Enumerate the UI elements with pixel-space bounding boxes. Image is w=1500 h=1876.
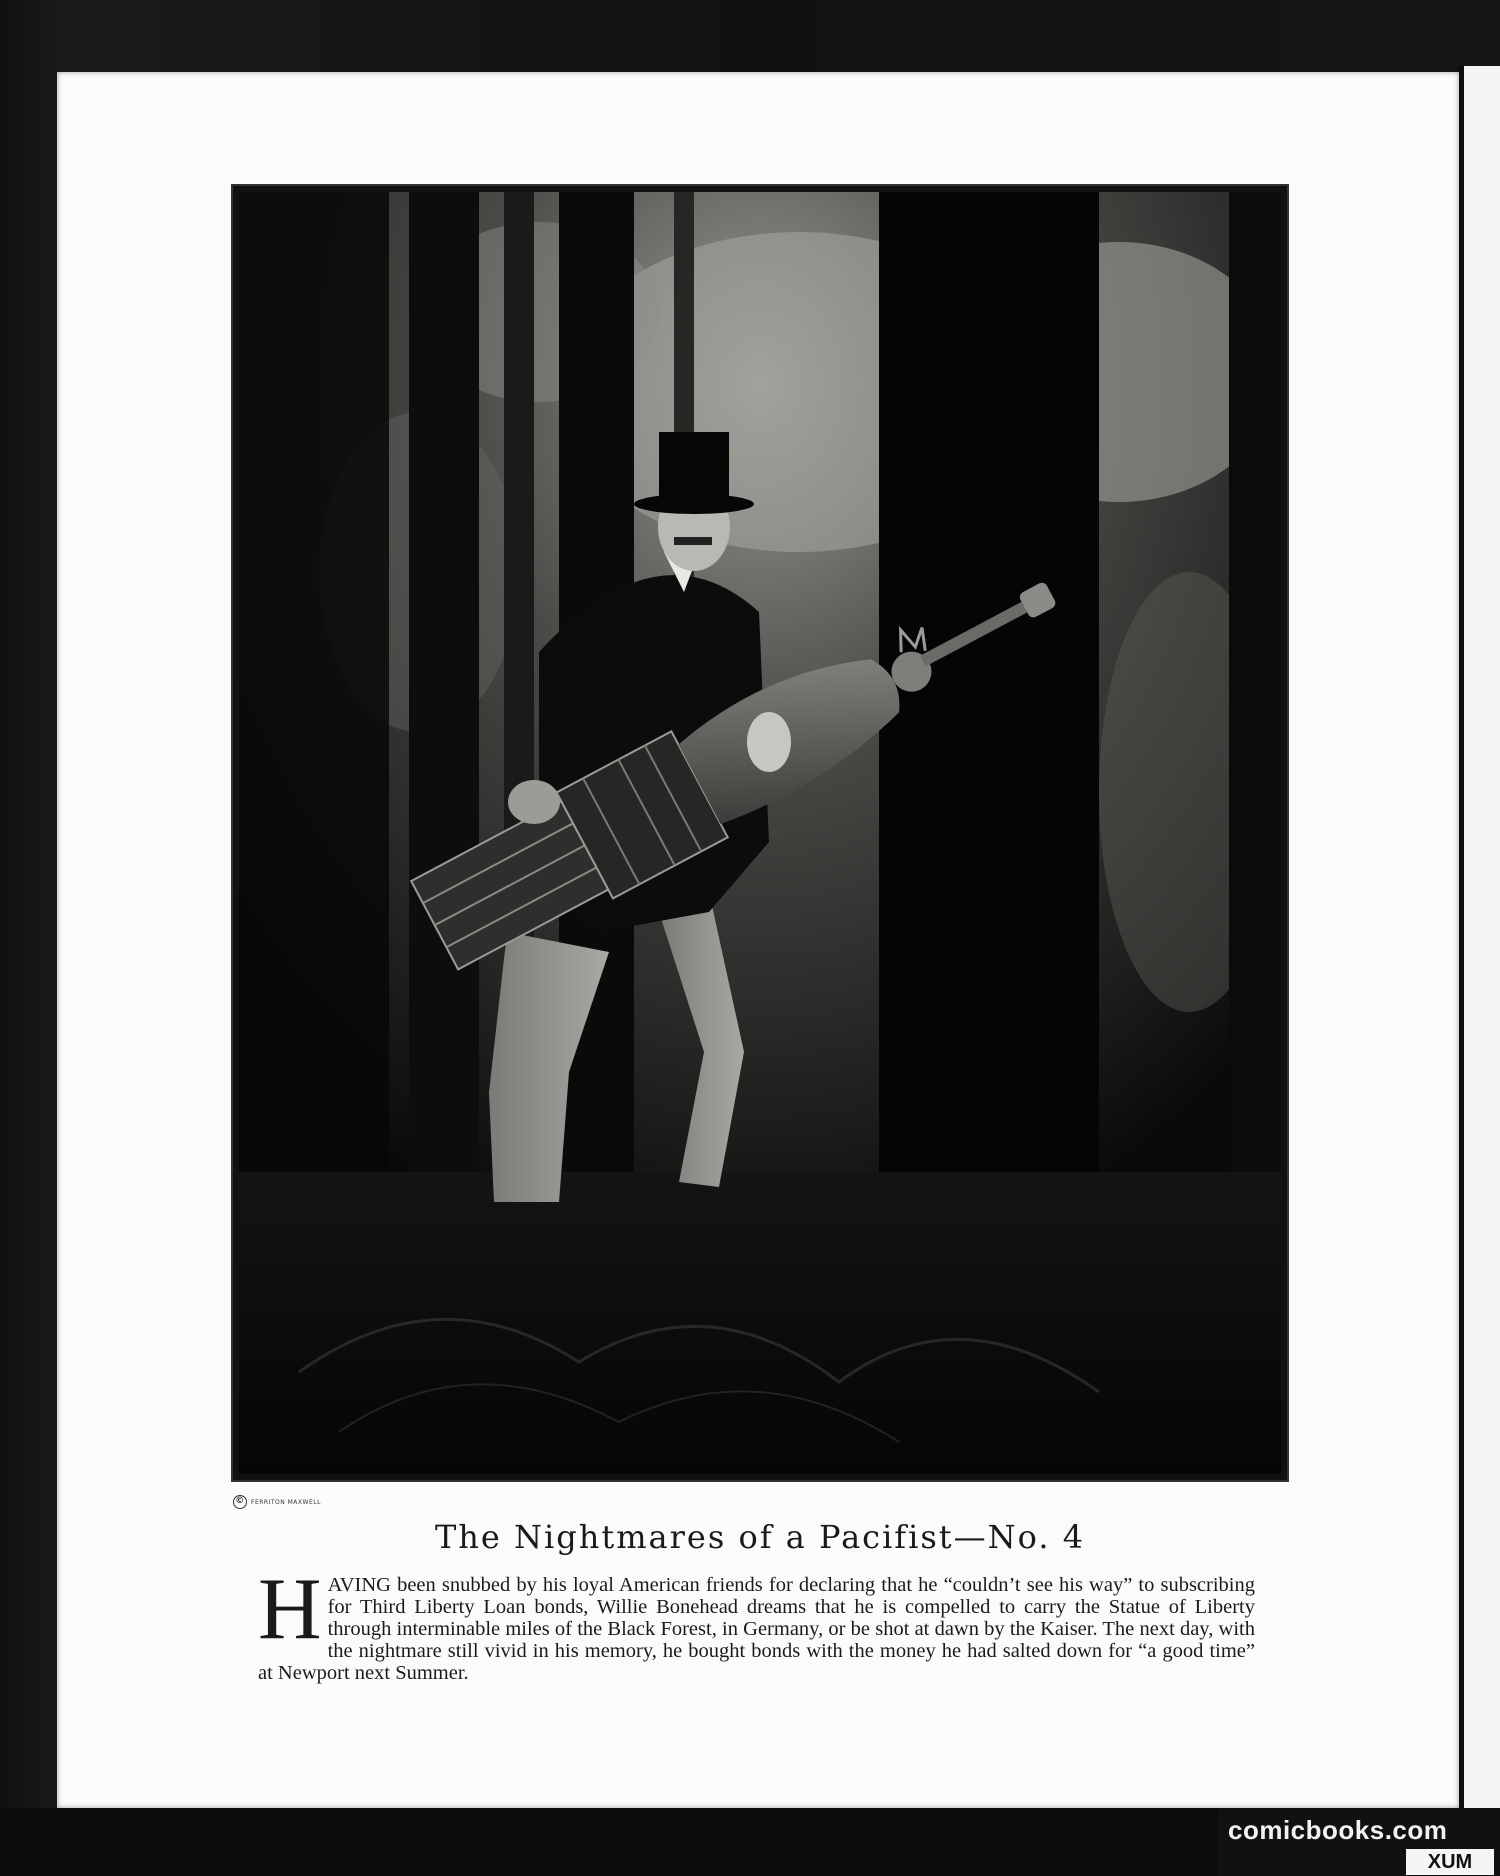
- next-page-edge: [1458, 66, 1500, 1808]
- photo-credit-text: FERRITON MAXWELL: [251, 1498, 321, 1506]
- photo-credit: [233, 1492, 321, 1512]
- caption-text: AVING been snubbed by his loyal American friends for declaring that he “couldn’t see his way” to subscribing for Third Liberty Loan bonds, Willie Bonehead dreams that he is compelled to carry the Statue of Liberty through interminable miles of the Black Forest, in Germany, or be shot at dawn by the Kaiser. The next day, with the nightmare still vivid in his memory, he bought bonds with the money he had salted down for “a good time” at Newport next Summer.: [258, 1574, 1255, 1684]
- copyright-icon: ©: [233, 1495, 247, 1509]
- drop-cap: H: [258, 1561, 322, 1658]
- caption-body: [258, 1561, 1255, 1684]
- caption-title: The Nightmares of a Pacifist—No. 4: [434, 1518, 1086, 1556]
- watermark-code: XUM: [1406, 1849, 1494, 1875]
- watermark: [1218, 1809, 1500, 1876]
- watermark-site: comicbooks.com: [1228, 1815, 1448, 1845]
- photo-frame: [231, 184, 1289, 1482]
- forest-photograph: [239, 192, 1281, 1474]
- photo-illustration: [239, 192, 1281, 1474]
